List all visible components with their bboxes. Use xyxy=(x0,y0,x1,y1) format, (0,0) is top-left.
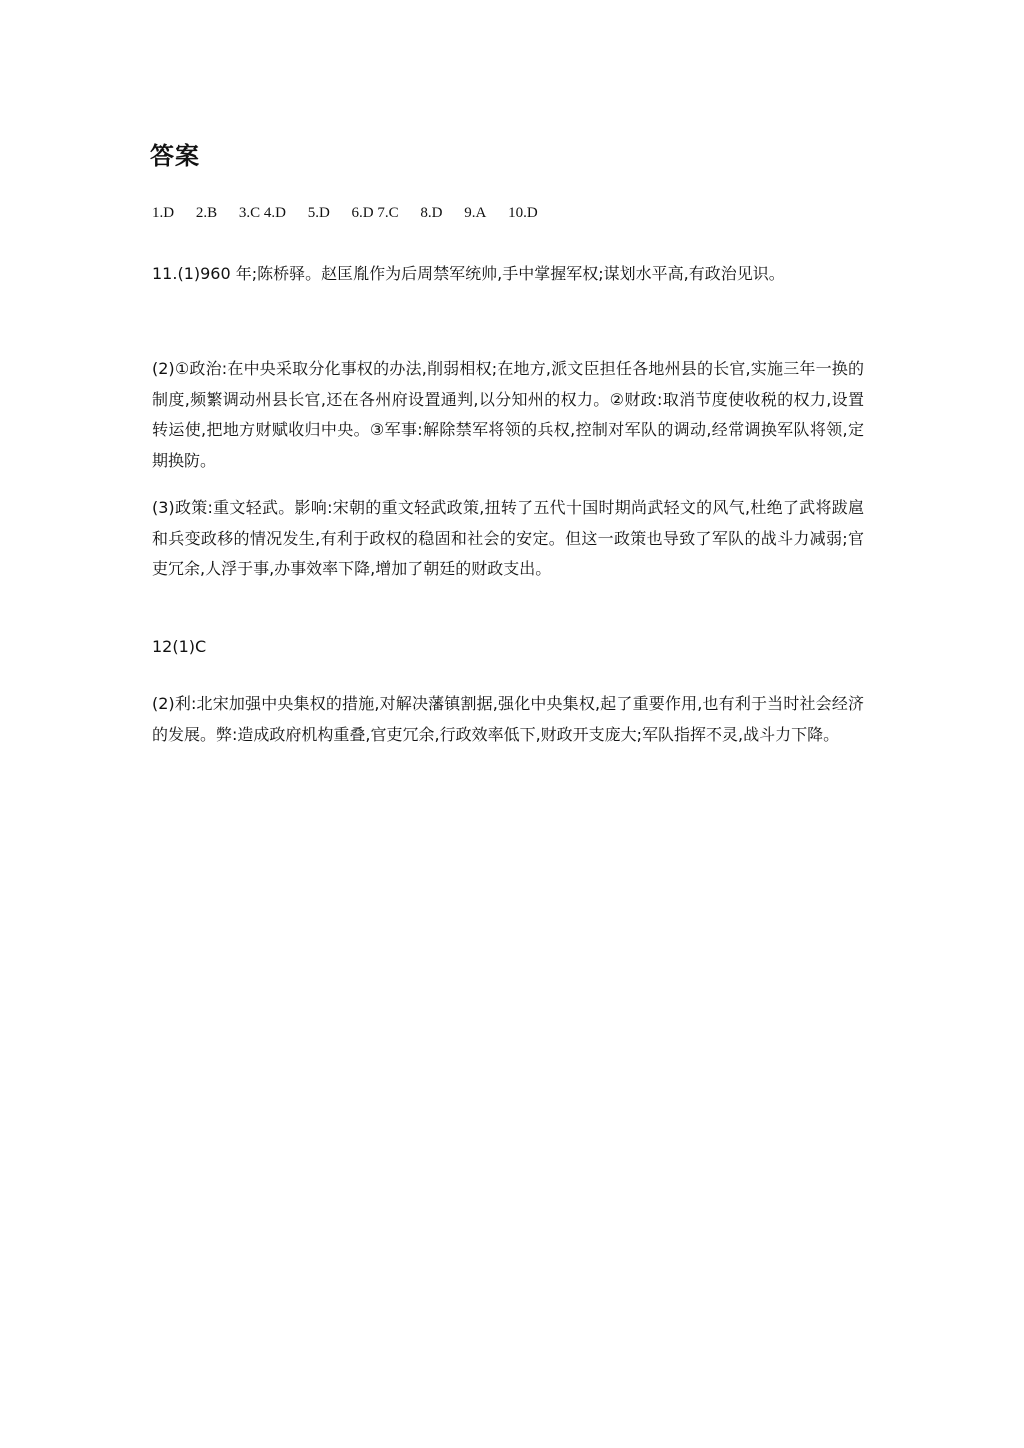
answer-6-7: 6.D 7.C xyxy=(351,205,399,221)
answer-5: 5.D xyxy=(307,205,330,221)
page-title: 答案 xyxy=(150,142,200,170)
q11-part1: 11.(1)960 年;陈桥驿。赵匡胤作为后周禁军统帅,手中掌握军权;谋划水平高,有政治见识。 xyxy=(152,264,785,283)
answer-3-4: 3.C 4.D xyxy=(238,205,286,221)
answer-9: 9.A xyxy=(464,205,487,221)
q12-part2: (2)利:北宋加强中央集权的措施,对解决藩镇割据,强化中央集权,起了重要作用,也有利于当时社会经济的发展。弊:造成政府机构重叠,官吏冗余,行政效率低下,财政开支庞大;军队指挥不灵,战斗力下降。 xyxy=(152,694,864,744)
q11-part3: (3)政策:重文轻武。影响:宋朝的重文轻武政策,扭转了五代十国时期尚武轻文的风气,杜绝了武将跋扈和兵变政移的情况发生,有利于政权的稳固和社会的安定。但这一政策也导致了军队的战斗力减弱;官吏冗余,人浮于事,办事效率下降,增加了朝廷的财政支出。 xyxy=(152,498,864,578)
answer-2: 2.B xyxy=(195,205,218,221)
answer-1: 1.D xyxy=(152,205,175,221)
answer-10: 10.D xyxy=(508,205,538,221)
q12-part1: 12(1)C xyxy=(152,637,207,656)
multiple-choice-answers xyxy=(152,205,538,222)
answer-8: 8.D xyxy=(420,205,443,221)
q11-part2: (2)①政治:在中央采取分化事权的办法,削弱相权;在地方,派文臣担任各地州县的长官,实施三年一换的制度,频繁调动州县长官,还在各州府设置通判,以分知州的权力。②财政:取消节度使收税的权力,设置转运使,把地方财赋收归中央。③军事:解除禁军将领的兵权,控制对军队的调动,经常调换军队将领,定期换防。 xyxy=(152,359,864,470)
